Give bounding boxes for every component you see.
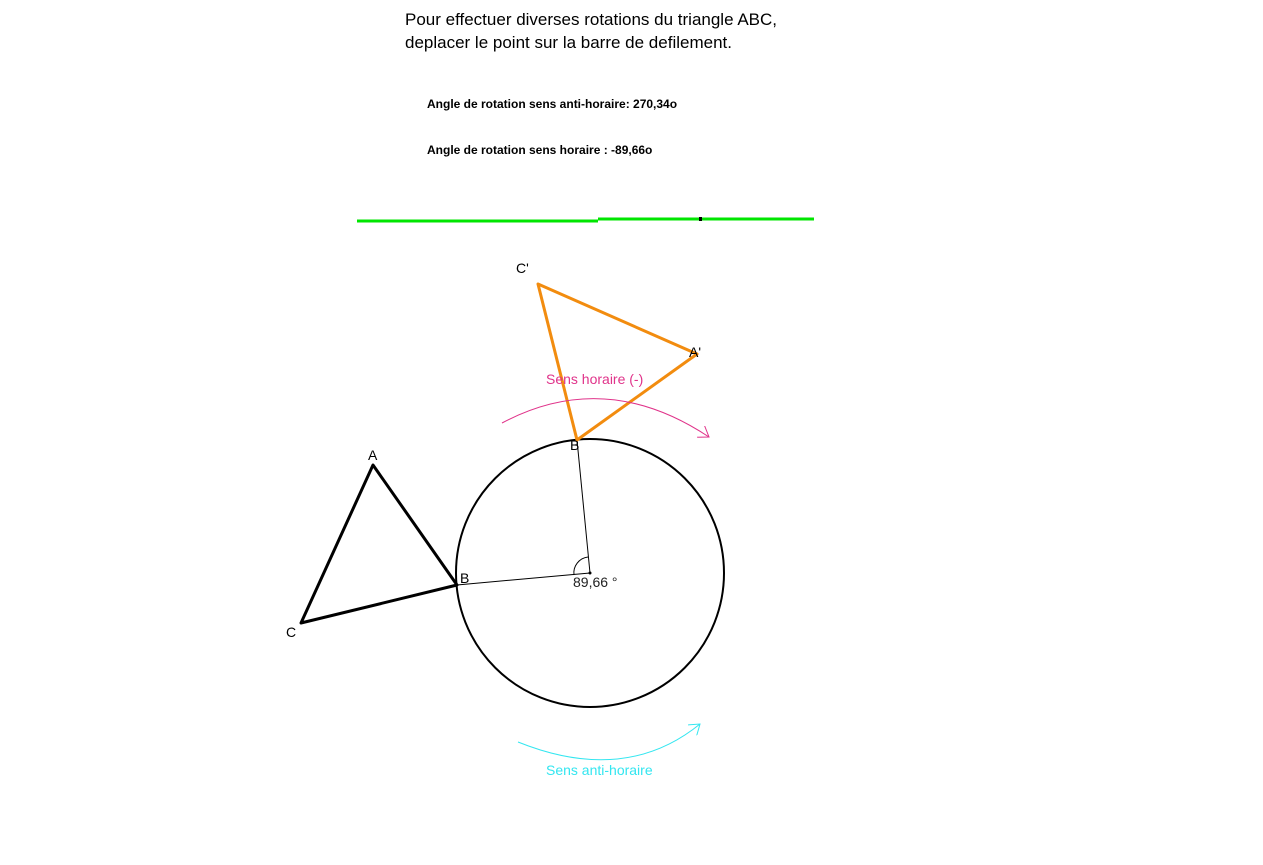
clockwise-arrow-label: Sens horaire (-) <box>546 371 644 387</box>
angle-marker <box>574 557 588 575</box>
counterclockwise-arrow <box>518 724 700 760</box>
instructions-line-2: deplacer le point sur la barre de defilement. <box>405 33 732 52</box>
triangle-abc <box>301 465 457 623</box>
radius-to-b-prime <box>577 440 590 573</box>
angle-value-label: 89,66 ° <box>573 574 618 590</box>
vertex-label-a-prime: A' <box>689 344 702 360</box>
slider-handle[interactable] <box>699 217 702 221</box>
rotation-slider[interactable] <box>357 217 814 221</box>
vertex-label-b: B <box>460 570 470 586</box>
vertex-label-c-prime: C' <box>516 260 529 276</box>
counterclockwise-angle-readout: Angle de rotation sens anti-horaire: 270,34o <box>427 97 678 111</box>
instructions-line-1: Pour effectuer diverses rotations du triangle ABC, <box>405 10 777 29</box>
vertex-label-b-prime: B <box>570 437 580 453</box>
vertex-label-c: C <box>286 624 297 640</box>
counterclockwise-arrow-label: Sens anti-horaire <box>546 762 653 778</box>
radius-to-b <box>457 573 590 585</box>
clockwise-angle-readout: Angle de rotation sens horaire : -89,66o <box>427 143 653 157</box>
vertex-label-a: A <box>368 447 378 463</box>
